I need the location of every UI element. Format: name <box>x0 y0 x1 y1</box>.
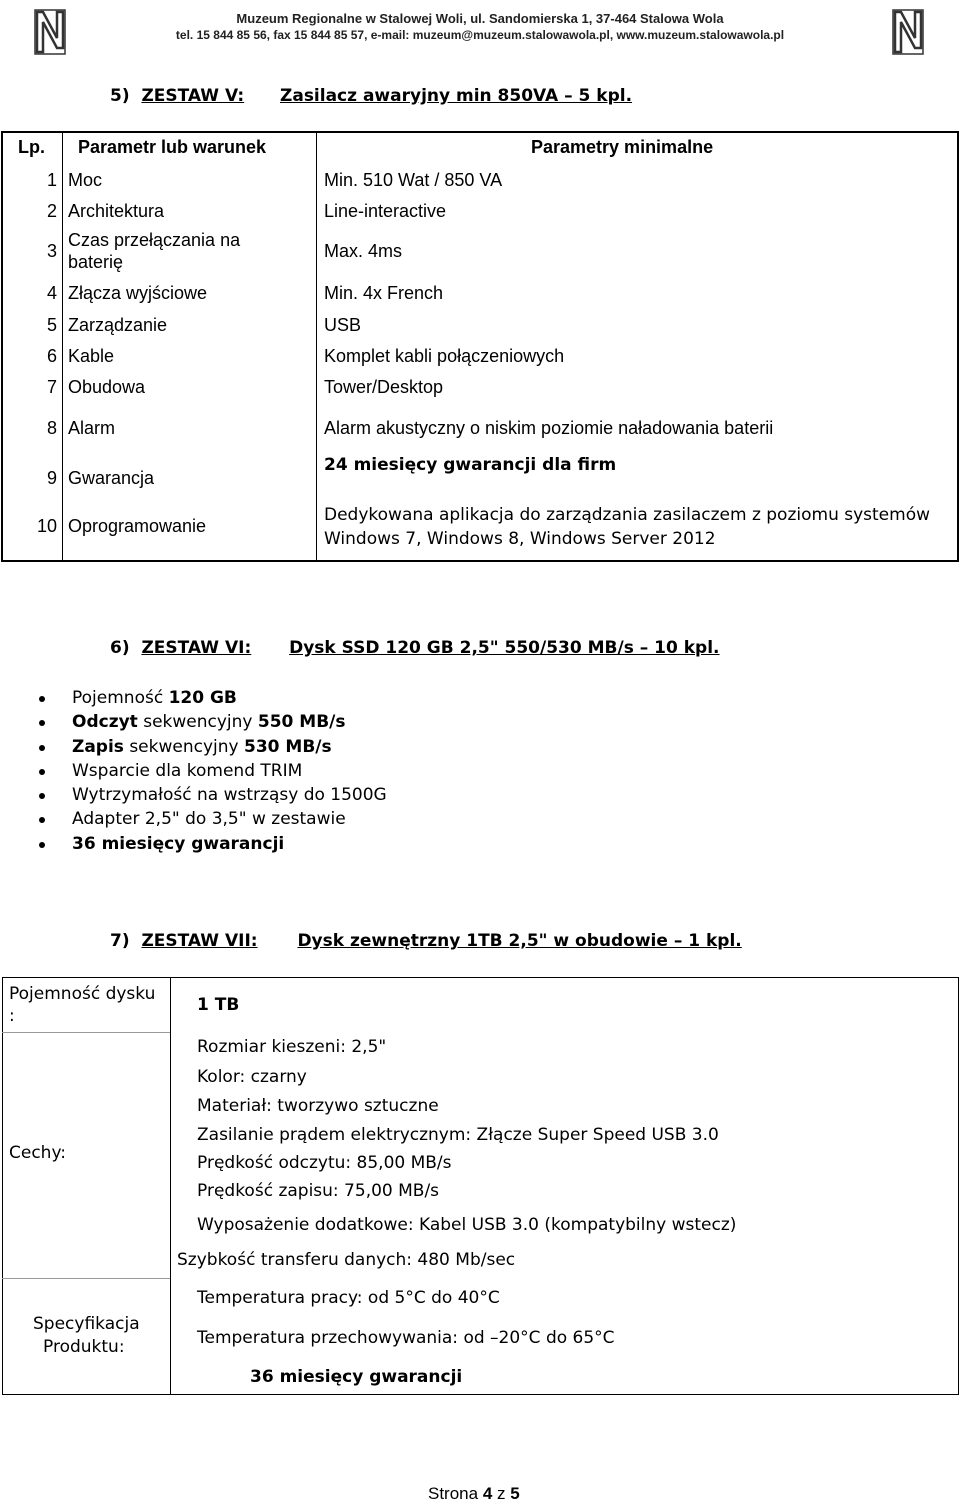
section7-title: Dysk zewnętrzny 1TB 2,5" w obudowie – 1 kpl. <box>297 931 742 951</box>
transfer-speed: Szybkość transferu danych: 480 Mb/sec <box>177 1250 516 1270</box>
list-item: Adapter 2,5" do 3,5" w zestawie <box>30 807 387 831</box>
section5-title: Zasilacz awaryjny min 850VA – 5 kpl. <box>280 86 633 106</box>
list-item: Wytrzymałość na wstrząsy do 1500G <box>30 783 387 807</box>
col-param: Parametr lub warunek <box>78 137 267 157</box>
spec-item: Temperatura przechowywania: od –20°C do 65°C <box>197 1328 615 1348</box>
list-item: Wsparcie dla komend TRIM <box>30 759 387 783</box>
section6-label: ZESTAW VI: <box>141 638 252 658</box>
feature-item: Zasilanie prądem elektrycznym: Złącze Super Speed USB 3.0 <box>197 1125 719 1145</box>
section6-title: Dysk SSD 120 GB 2,5" 550/530 MB/s – 10 kpl. <box>289 638 720 658</box>
list-item: Odczyt sekwencyjny 550 MB/s <box>30 710 387 734</box>
header-address: Muzeum Regionalne w Stalowej Woli, ul. Sandomierska 1, 37-464 Stalowa Wola <box>236 11 724 26</box>
section7-label: ZESTAW VII: <box>141 931 258 951</box>
feature-item: Prędkość odczytu: 85,00 MB/s <box>197 1153 452 1173</box>
section5-label: ZESTAW V: <box>141 86 245 106</box>
list-item: Pojemność 120 GB <box>30 686 387 710</box>
feature-item: Kolor: czarny <box>197 1067 307 1087</box>
list-item: Zapis sekwencyjny 530 MB/s <box>30 735 387 759</box>
spec-label-2: Produktu: <box>43 1337 125 1357</box>
warranty: 36 miesięcy gwarancji <box>250 1367 463 1387</box>
feature-item: Wyposażenie dodatkowe: Kabel USB 3.0 (kompatybilny wstecz) <box>197 1215 737 1235</box>
spec-item: Temperatura pracy: od 5°C do 40°C <box>197 1288 500 1308</box>
feature-item: Prędkość zapisu: 75,00 MB/s <box>197 1181 440 1201</box>
capacity-value: 1 TB <box>197 995 240 1015</box>
ssd-feature-list <box>30 686 387 856</box>
capacity-colon: : <box>9 1006 15 1026</box>
spec-label: Specyfikacja <box>33 1314 140 1334</box>
page-number: Strona 4 z 5 <box>428 1484 520 1503</box>
list-item: 36 miesięcy gwarancji <box>30 832 387 856</box>
section7-heading: 7) ZESTAW VII: Dysk zewnętrzny 1TB 2,5" w obudowie – 1 kpl. <box>110 931 742 951</box>
section6-heading: 6) ZESTAW VI: Dysk SSD 120 GB 2,5" 550/530 MB/s – 10 kpl. <box>110 638 720 658</box>
feature-item: Rozmiar kieszeni: 2,5" <box>197 1037 387 1057</box>
col-min: Parametry minimalne <box>531 137 714 157</box>
capacity-label: Pojemność dysku <box>9 984 156 1004</box>
col-lp: Lp. <box>18 137 45 157</box>
features-label: Cechy: <box>9 1143 67 1163</box>
section5-heading: 5) ZESTAW V: Zasilacz awaryjny min 850VA – 5 kpl. <box>110 86 633 106</box>
header-contact: tel. 15 844 85 56, fax 15 844 85 57, e-mail: muzeum@muzeum.stalowawola.pl, www.muzeum.stalowawola.pl <box>175 28 785 42</box>
feature-item: Materiał: tworzywo sztuczne <box>197 1096 439 1116</box>
